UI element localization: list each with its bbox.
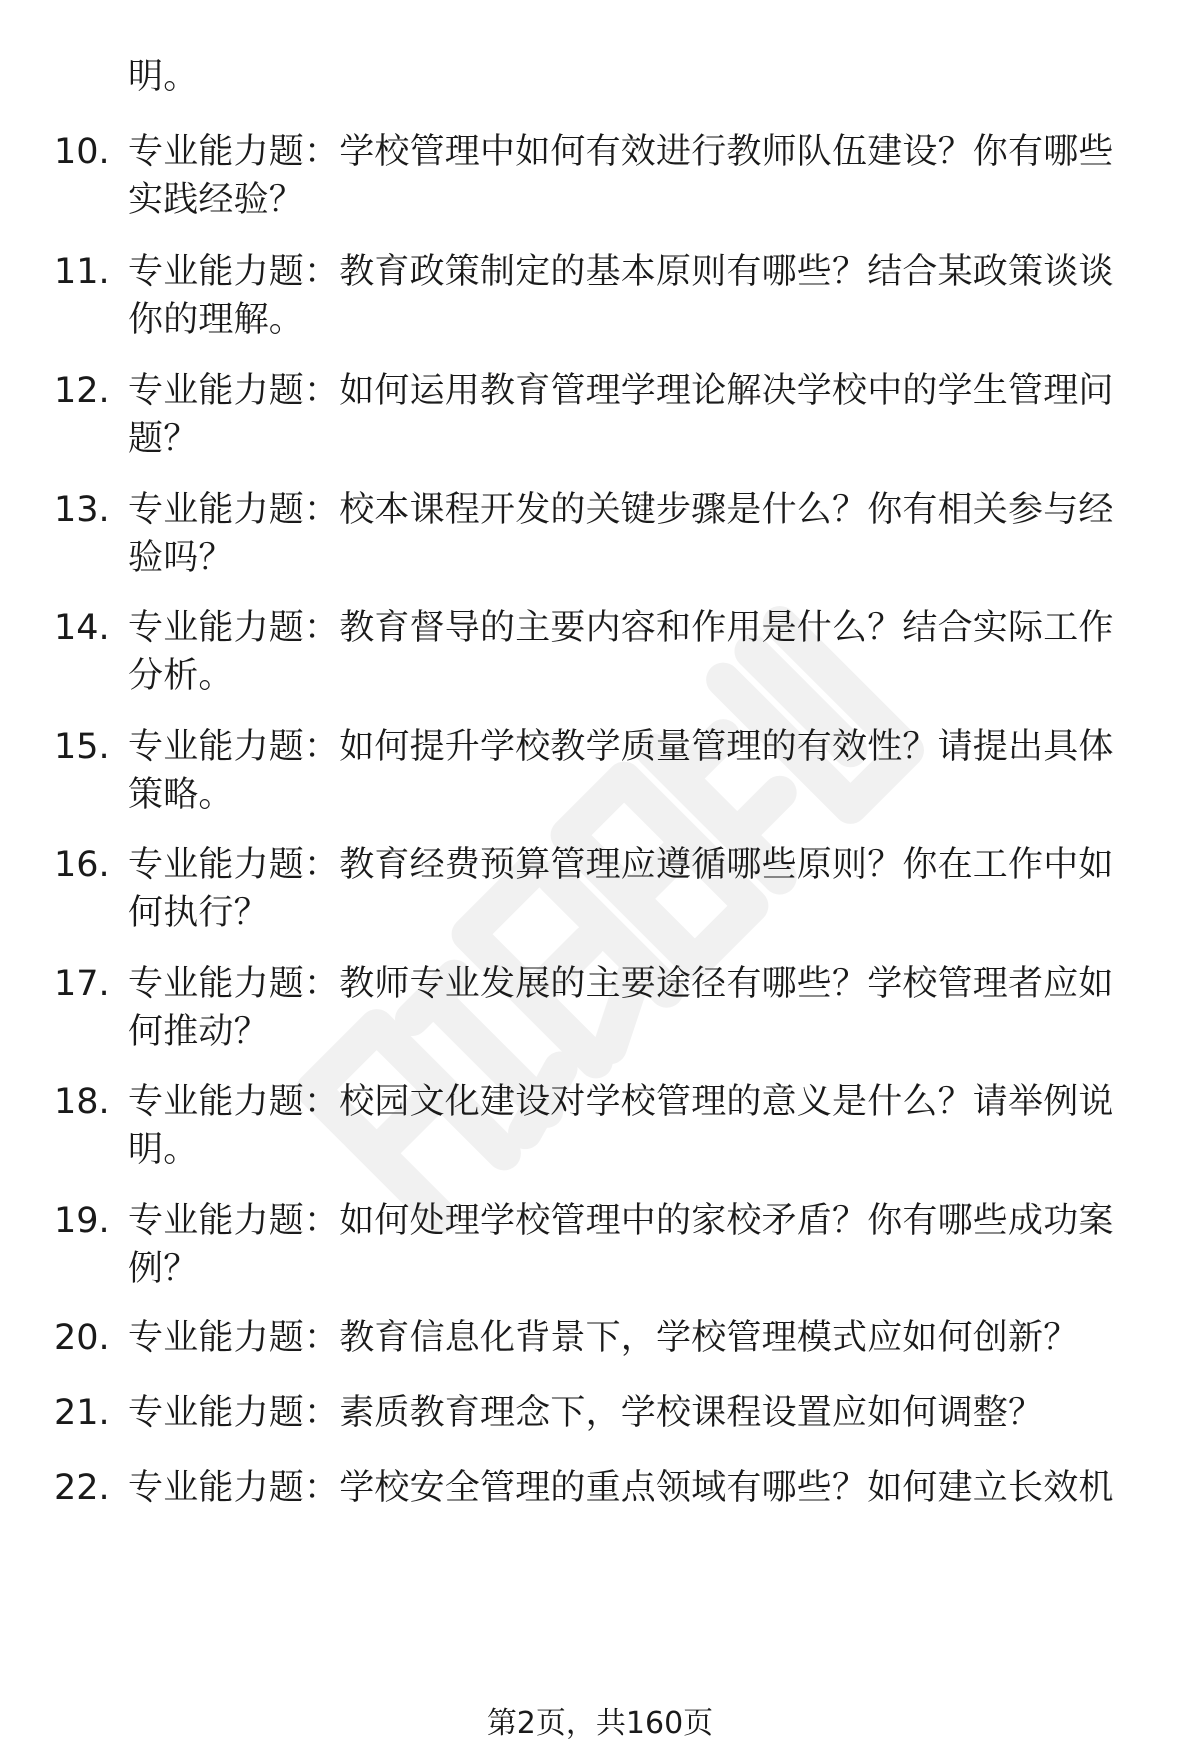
list-item-number: 21. bbox=[54, 1393, 110, 1433]
list-item-text: 专业能力题：校本课程开发的关键步骤是什么？你有相关参与经验吗？ bbox=[128, 490, 1114, 578]
page-number-footer: 第2页，共160页 bbox=[486, 1706, 714, 1741]
list-item-number: 16. bbox=[54, 845, 110, 885]
list-item-text: 专业能力题：学校管理中如何有效进行教师队伍建设？你有哪些实践经验？ bbox=[128, 132, 1114, 220]
list-item-number: 22. bbox=[54, 1468, 110, 1508]
list-item-number: 11. bbox=[54, 252, 110, 292]
list-item-text: 专业能力题：教育经费预算管理应遵循哪些原则？你在工作中如何执行？ bbox=[128, 845, 1114, 933]
list-item-number: 10. bbox=[54, 132, 110, 172]
list-item-text: 专业能力题：校园文化建设对学校管理的意义是什么？请举例说明。 bbox=[128, 1082, 1114, 1170]
list-item-number: 19. bbox=[54, 1201, 110, 1241]
list-item-text: 专业能力题：教育督导的主要内容和作用是什么？结合实际工作分析。 bbox=[128, 608, 1114, 696]
list-item-number: 20. bbox=[54, 1318, 110, 1358]
list-item-number: 18. bbox=[54, 1082, 110, 1122]
list-item-text: 专业能力题：教育信息化背景下，学校管理模式应如何创新？ bbox=[128, 1318, 1079, 1358]
list-item-text: 专业能力题：教师专业发展的主要途径有哪些？学校管理者应如何推动？ bbox=[128, 964, 1114, 1052]
list-item-text: 专业能力题：如何处理学校管理中的家校矛盾？你有哪些成功案例？ bbox=[128, 1201, 1114, 1289]
list-item-number: 15. bbox=[54, 727, 110, 767]
list-item-text: 专业能力题：素质教育理念下，学校课程设置应如何调整？ bbox=[128, 1393, 1044, 1433]
list-item-number: 14. bbox=[54, 608, 110, 648]
list-item-text: 明。 bbox=[128, 57, 199, 97]
list-item-number: 13. bbox=[54, 490, 110, 530]
list-item-text: 专业能力题：如何运用教育管理学理论解决学校中的学生管理问题？ bbox=[128, 371, 1114, 459]
list-item-text: 专业能力题：如何提升学校教学质量管理的有效性？请提出具体策略。 bbox=[128, 727, 1114, 815]
list-item-number: 12. bbox=[54, 371, 110, 411]
list-item-text: 专业能力题：教育政策制定的基本原则有哪些？结合某政策谈谈你的理解。 bbox=[128, 252, 1114, 340]
list-item-text: 专业能力题：学校安全管理的重点领域有哪些？如何建立长效机 bbox=[128, 1468, 1114, 1508]
list-item-number: 17. bbox=[54, 964, 110, 1004]
